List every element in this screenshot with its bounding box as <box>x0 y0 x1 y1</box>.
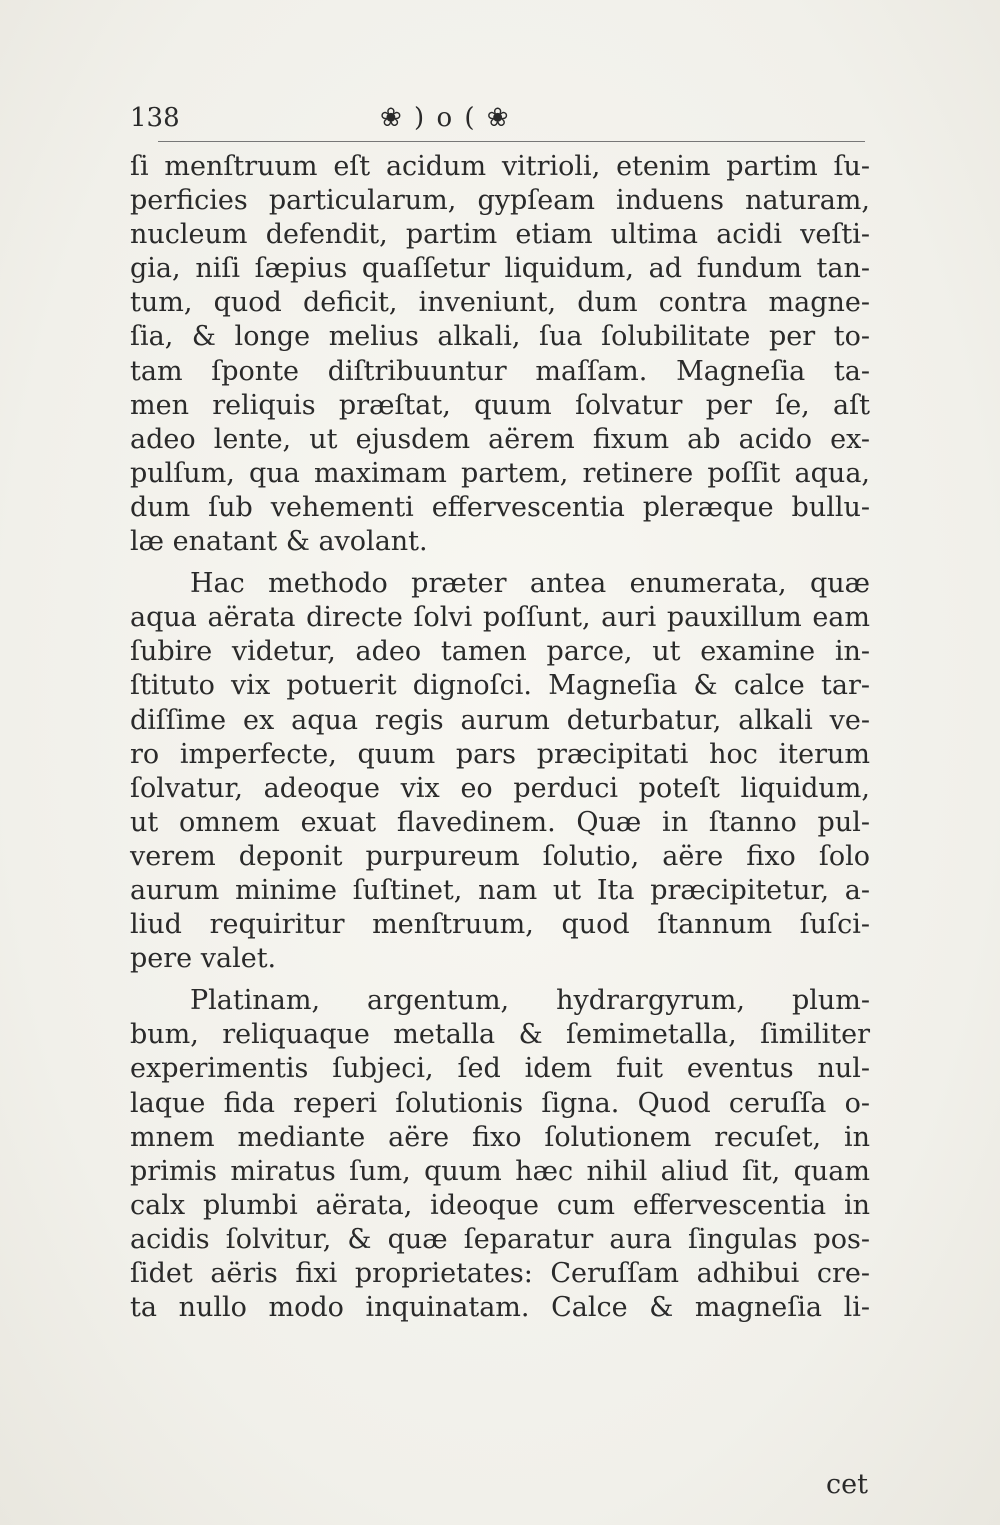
paragraph-gap <box>130 559 870 567</box>
text-line: men reliquis præſtat, quum ſolvatur per ſe, aſt <box>130 389 870 421</box>
text-line: verem deponit purpureum ſolutio, aëre fixo ſolo <box>130 840 870 872</box>
text-line: Platinam, argentum, hydrargyrum, plum- <box>190 985 870 1017</box>
text-line: læ enatant & avolant. <box>130 526 428 558</box>
paragraph <box>130 150 870 559</box>
text-line: tam ſponte diſtribuuntur maſſam. Magneſia ta- <box>130 355 870 387</box>
text-line: ſia, & longe melius alkali, ſua ſolubilitate per to- <box>130 321 870 353</box>
paragraph-gap <box>130 976 870 984</box>
text-line: adeo lente, ut ejusdem aërem fixum ab acido ex- <box>130 423 870 455</box>
text-line: ſi menſtruum eſt acidum vitrioli, etenim partim ſu- <box>130 151 870 182</box>
text-line: aqua aërata directe ſolvi poſſunt, auri pauxillum eam <box>130 602 870 634</box>
text-line: experimentis ſubjeci, ſed idem fuit eventus nul- <box>130 1053 870 1085</box>
text-line: Hac methodo præter antea enumerata, quæ <box>190 568 870 600</box>
text-line: liud requiritur menſtruum, quod ſtannum ſuſci- <box>130 909 870 941</box>
paragraph <box>130 567 870 976</box>
header-rule <box>158 141 865 142</box>
text-line: primis miratus ſum, quum hæc nihil aliud ſit, quam <box>130 1155 870 1187</box>
text-line: aurum minime ſuſtinet, nam ut Ita præcipitetur, a- <box>130 874 870 906</box>
text-line: gia, niſi ſæpius quaſſetur liquidum, ad fundum tan- <box>130 253 870 285</box>
text-line: perficies particularum, gypſeam induens naturam, <box>130 185 870 217</box>
text-line: ta nullo modo inquinatam. Calce & magneſia li- <box>130 1292 870 1324</box>
text-line: dum ſub vehementi effervescentia pleræque bullu- <box>130 491 870 523</box>
running-head-ornament: ❀ ) ο ( ❀ <box>380 103 511 133</box>
text-line: pere valet. <box>130 943 277 975</box>
text-line: ſtituto vix potuerit dignoſci. Magneſia & calce tar- <box>130 670 870 702</box>
text-line: tum, quod deficit, inveniunt, dum contra magne- <box>130 287 870 319</box>
text-line: ut omnem exuat flavedinem. Quæ in ſtanno pul- <box>130 806 870 838</box>
text-line: calx plumbi aërata, ideoque cum effervescentia in <box>130 1189 870 1221</box>
text-line: diſſime ex aqua regis aurum deturbatur, alkali ve- <box>130 704 870 736</box>
page-header <box>130 98 865 138</box>
text-line: ſidet aëris fixi proprietates: Ceruſſam adhibui cre- <box>130 1258 870 1289</box>
text-line: acidis ſolvitur, & quæ ſeparatur aura ſingulas pos- <box>130 1223 870 1255</box>
text-line: bum, reliquaque metalla & ſemimetalla, ſimiliter <box>130 1019 870 1051</box>
paragraph <box>130 984 870 1325</box>
text-line: pulſum, qua maximam partem, retinere poſſit aqua, <box>130 457 870 489</box>
catchword: cet <box>826 1469 868 1500</box>
body-text <box>130 150 870 1325</box>
text-line: mnem mediante aëre fixo ſolutionem recuſet, in <box>130 1121 870 1153</box>
text-line: laque fida reperi ſolutionis ſigna. Quod ceruſſa o- <box>130 1087 870 1119</box>
text-line: nucleum defendit, partim etiam ultima acidi veſti- <box>130 219 870 251</box>
text-line: ſolvatur, adeoque vix eo perduci poteſt liquidum, <box>130 772 870 804</box>
text-line: ro imperfecte, quum pars præcipitati hoc iterum <box>130 738 870 770</box>
page-number: 138 <box>130 103 180 133</box>
text-line: ſubire videtur, adeo tamen parce, ut examine in- <box>130 636 870 668</box>
